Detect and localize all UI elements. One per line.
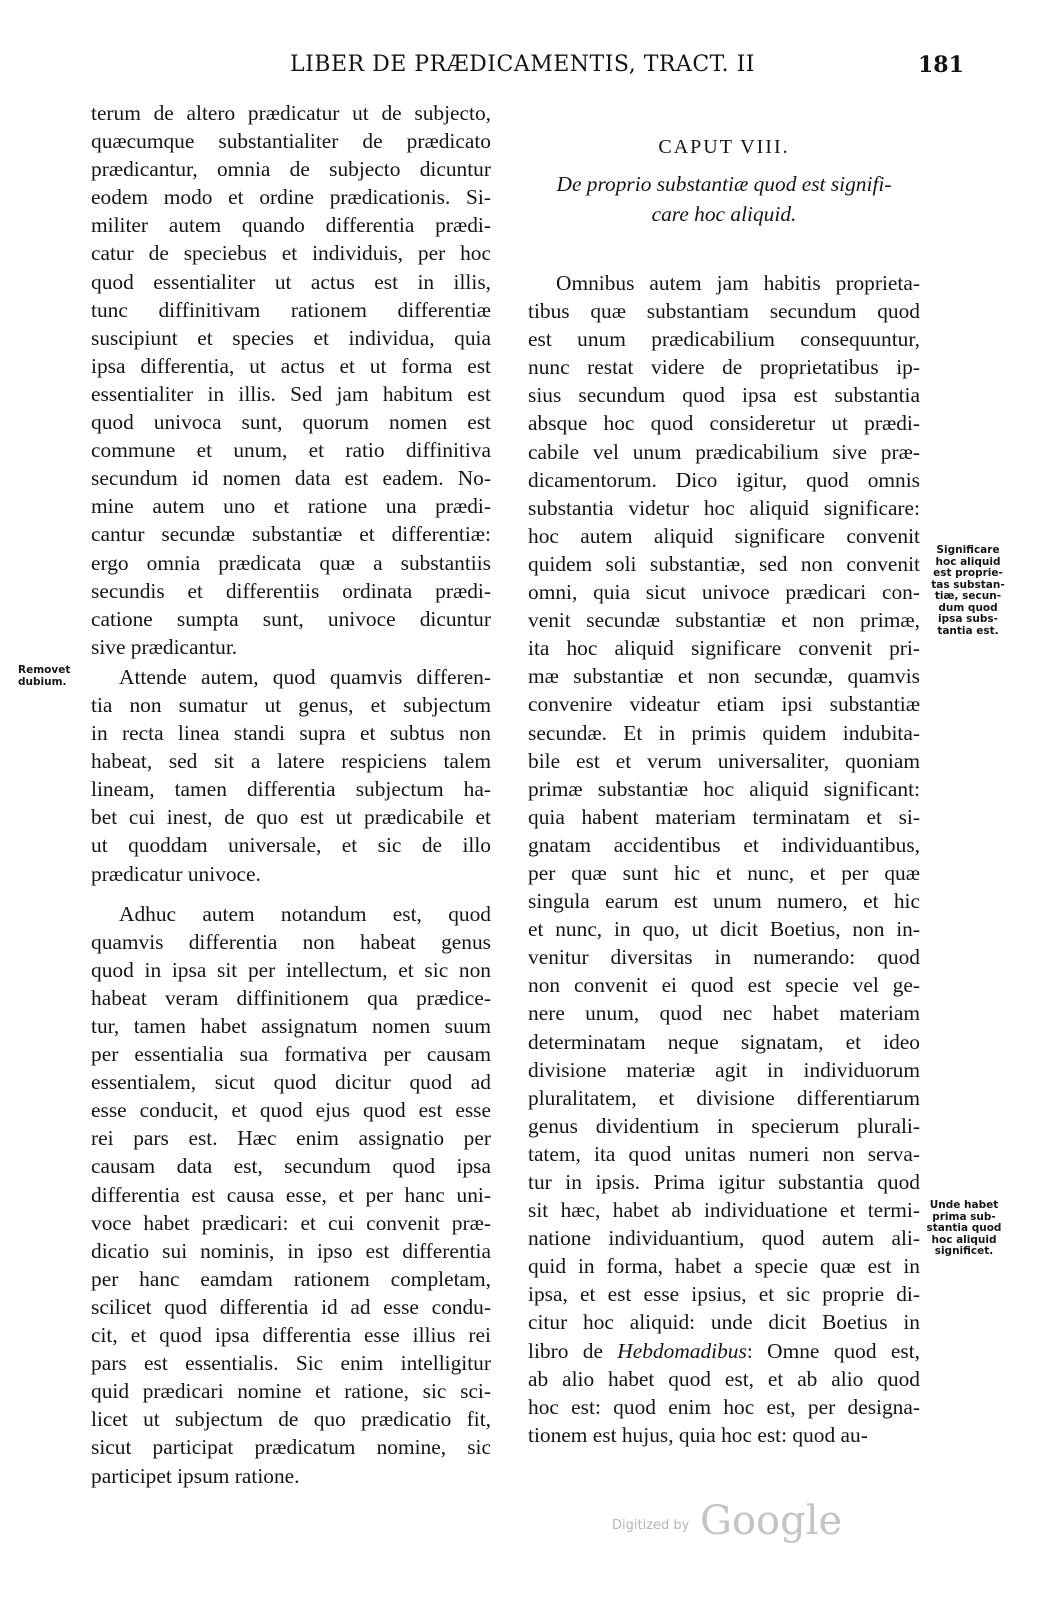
text-line: per essentialia sua formativa per causam — [91, 1042, 491, 1067]
text-line: in recta linea standi supra et subtus non — [91, 721, 491, 746]
text-line: causam data est, secundum quod ipsa — [91, 1154, 491, 1179]
margin-note-line: tiæ, secun- — [934, 590, 1002, 602]
margin-note-line: prima sub- — [932, 1210, 996, 1223]
margin-note-line: hoc aliquid — [935, 555, 1001, 568]
running-title: LIBER DE PRÆDICAMENTIS, TRACT. II — [290, 52, 755, 77]
text-line: tur, tamen habet assignatum nomen suum — [91, 1014, 491, 1038]
text-line: prædicantur, omnia de subjecto dicuntur — [91, 157, 491, 182]
text-line: habeat, sed sit a latere respiciens talem — [91, 749, 491, 774]
chapter-title: CAPUT VIII. — [658, 136, 790, 158]
text-line: scilicet quod differentia id ad esse condu- — [91, 1294, 491, 1319]
text-line: participet ipsum ratione. — [91, 1463, 300, 1488]
text-line: determinatam neque signatam, et ideo — [528, 1029, 920, 1054]
text-line: secundis et differentiis ordinata prædi- — [91, 578, 491, 603]
text-line: ipsa, et est esse ipsius, et sic proprie di- — [528, 1282, 920, 1307]
text-line: singula earum est unum numero, et hic — [528, 889, 920, 914]
margin-note-line: tas substan- — [931, 578, 1005, 591]
text-line: rei pars est. Hæc enim assignatio per — [91, 1126, 491, 1151]
text-line: cantur secundæ substantiæ et differentiæ: — [91, 522, 491, 547]
text-line: secundæ. Et in primis quidem indubita- — [528, 720, 920, 745]
text-line: pluralitatem, et divisione differentiarum — [528, 1085, 920, 1110]
text-line: hoc autem aliquid significare convenit — [528, 523, 920, 548]
text-line: substantia videtur hoc aliquid significare: — [528, 495, 920, 520]
text-line: quamvis differentia non habeat genus — [91, 929, 491, 954]
page-number: 181 — [918, 52, 964, 78]
text-line: hoc est: quod enim hoc est, per designa- — [528, 1394, 920, 1419]
text-line: quia habent materiam terminatam et si- — [528, 804, 920, 829]
text-line: tionem est hujus, quia hoc est: quod au- — [528, 1422, 868, 1447]
text-line: essentialem, sicut quod dicitur quod ad — [91, 1070, 491, 1095]
text-line: Attende autem, quod quamvis differen- — [119, 664, 491, 689]
paragraph — [91, 663, 491, 888]
text-line: catione sumpta sunt, univoce dicuntur — [91, 606, 491, 631]
margin-note-significare — [926, 545, 1010, 637]
chapter-subtitle — [528, 169, 920, 229]
text-line: nere unum, quod nec habet materiam — [528, 1001, 920, 1026]
text-line: ab alio habet quod est, et ab alio quod — [528, 1366, 920, 1391]
margin-note-unde-habet — [918, 1200, 1010, 1258]
text-line: habeat veram diffinitionem qua prædice- — [91, 985, 491, 1010]
paragraph — [91, 99, 491, 661]
margin-note-line: stantia quod — [926, 1222, 1002, 1234]
text-line: terum de altero prædicatur ut de subjecto, — [91, 101, 491, 125]
text-line: Omnibus autem jam habitis proprieta- — [556, 271, 920, 295]
text-line: bet cui inest, de quo est ut prædicabile et — [91, 805, 491, 830]
text-line: et nunc, in quo, ut dicit Boetius, non in- — [528, 917, 920, 942]
text-line: quidem soli substantiæ, sed non convenit — [528, 551, 920, 576]
margin-note-line: dum quod — [938, 601, 998, 614]
text-line: sius secundum quod ipsa est substantia — [528, 383, 920, 408]
text-line: est unum prædicabilium consequuntur, — [528, 327, 920, 352]
text-line: suscipiunt et species et individua, quia — [91, 325, 491, 350]
text-line: esse conducit, et quod ejus quod est esse — [91, 1098, 491, 1123]
text-line: ut quoddam universale, et sic de illo — [91, 833, 491, 858]
text-line: divisione materiæ agit in individuorum — [528, 1057, 920, 1082]
text-line: dicatio sui nominis, in ipso est differentia — [91, 1238, 491, 1263]
text-line: genus dividentium in specierum plurali- — [528, 1113, 920, 1138]
text-line: sicut participat prædicatum nomine, sic — [91, 1435, 491, 1460]
text-line: quæcumque substantialiter de prædicato — [91, 129, 491, 154]
text-line: eodem modo et ordine prædicationis. Si- — [91, 185, 491, 210]
text-line: quid prædicari nomine et ratione, sic sci- — [91, 1379, 491, 1404]
margin-note-removet-dubium — [18, 665, 70, 688]
text-line: primæ substantiæ hoc aliquid significant: — [528, 776, 920, 801]
chapter-body — [528, 269, 920, 1449]
text-line: ipsa differentia, ut actus et ut forma est — [91, 353, 491, 378]
text-line: gnatam accidentibus et individuantibus, — [528, 832, 920, 857]
digitized-by-text: Digitized by — [612, 1518, 690, 1533]
work-title: Hebdomadibus — [617, 1338, 747, 1363]
text-line: pars est essentialis. Sic enim intelligitur — [91, 1351, 491, 1376]
text-line: militer autem quando differentia prædi- — [91, 213, 491, 238]
text-line: tia non sumatur ut genus, et subjectum — [91, 692, 491, 717]
digitized-footer — [612, 1498, 852, 1548]
text-line: citur hoc aliquid: unde dicit Boetius in — [528, 1310, 920, 1335]
margin-note-line: Unde habet — [929, 1199, 999, 1211]
text-line: per hanc eamdam rationem completam, — [91, 1266, 491, 1291]
text-line: secundum id nomen data est eadem. No- — [91, 466, 491, 491]
text-line: differentia est causa esse, et per hanc uni- — [91, 1182, 491, 1207]
text-line: nunc restat videre de proprietatibus ip- — [528, 355, 920, 380]
text-line: cit, et quod ipsa differentia esse illius rei — [91, 1323, 491, 1348]
text-line: dicamentorum. Dico igitur, quod omnis — [528, 467, 920, 492]
paragraph — [91, 900, 491, 1490]
text-line: natione individuantium, quod autem ali- — [528, 1226, 920, 1251]
text-line: quod univoca sunt, quorum nomen est — [91, 410, 491, 435]
text-line: tatem, ita quod unitas numeri non serva- — [528, 1141, 920, 1166]
margin-note-line: Significare — [936, 544, 1000, 556]
text-line: sit hæc, habet ab individuatione et termi- — [528, 1198, 920, 1223]
margin-note-line: significet. — [934, 1245, 994, 1257]
text-line: absque hoc quod consideretur ut prædi- — [528, 411, 920, 436]
margin-note-line: tantia est. — [937, 624, 999, 637]
subtitle-line: care hoc aliquid. — [651, 202, 797, 226]
text-line: sive prædicantur. — [91, 634, 238, 659]
margin-note-line: est proprie- — [933, 567, 1003, 579]
text-line: venit secundæ substantiæ et non primæ, — [528, 608, 920, 633]
text-line: cabile vel unum prædicabilium sive præ- — [528, 439, 920, 464]
text-line: quod essentialiter ut actus est in illis, — [91, 269, 491, 294]
text-line: non convenit ei quod est specie vel ge- — [528, 973, 920, 998]
text-line: Adhuc autem notandum est, quod — [119, 901, 491, 926]
text-line: tur in ipsis. Prima igitur substantia quod — [528, 1170, 920, 1194]
text-line: licet ut subjectum de quo prædicatio fit, — [91, 1407, 491, 1432]
text-line: essentialiter in illis. Sed jam habitum est — [91, 381, 491, 406]
google-logo: Google — [700, 1498, 843, 1544]
margin-note-line: hoc aliquid — [931, 1233, 997, 1246]
text-line: quod in ipsa sit per intellectum, et sic non — [91, 957, 491, 982]
text-line: tibus quæ substantiam secundum quod — [528, 299, 920, 324]
margin-note-line: ipsa subs- — [938, 613, 998, 625]
text-line: voce habet prædicari: et cui convenit præ- — [91, 1210, 491, 1235]
subtitle-line: De proprio substantiæ quod est signifi- — [556, 172, 892, 196]
right-column — [528, 99, 920, 1449]
text-line: catur de speciebus et individuis, per hoc — [91, 241, 491, 266]
text-line: lineam, tamen differentia subjectum ha- — [91, 777, 491, 802]
text-line: commune et unum, et ratio diffinitiva — [91, 438, 491, 463]
text-line: prædicatur univoce. — [91, 861, 261, 886]
running-header — [0, 52, 1054, 86]
left-column — [91, 99, 491, 1490]
text-line: tunc diffinitivam rationem differentiæ — [91, 297, 491, 322]
text-line: per quæ sunt hic et nunc, et per quæ — [528, 860, 920, 885]
text-line: mine autem uno et ratione una prædi- — [91, 494, 491, 519]
margin-note-line: Removet — [18, 664, 71, 676]
text-line: omni, quia sicut univoce prædicari con- — [528, 580, 920, 605]
text-line: venitur diversitas in numerando: quod — [528, 945, 920, 970]
text-line: ita hoc aliquid significare convenit pri- — [528, 636, 920, 661]
text-line: bile est et verum universaliter, quoniam — [528, 748, 920, 773]
text-line: quid in forma, habet a specie quæ est in — [528, 1254, 920, 1279]
margin-note-line: dubium. — [18, 675, 67, 688]
text-line: ergo omnia prædicata quæ a substantiis — [91, 550, 491, 575]
text-line: libro de Hebdomadibus: Omne quod est, — [528, 1338, 920, 1363]
text-line: mæ substantiæ et non secundæ, quamvis — [528, 664, 920, 689]
text-line: convenire videatur etiam ipsi substantiæ — [528, 692, 920, 717]
